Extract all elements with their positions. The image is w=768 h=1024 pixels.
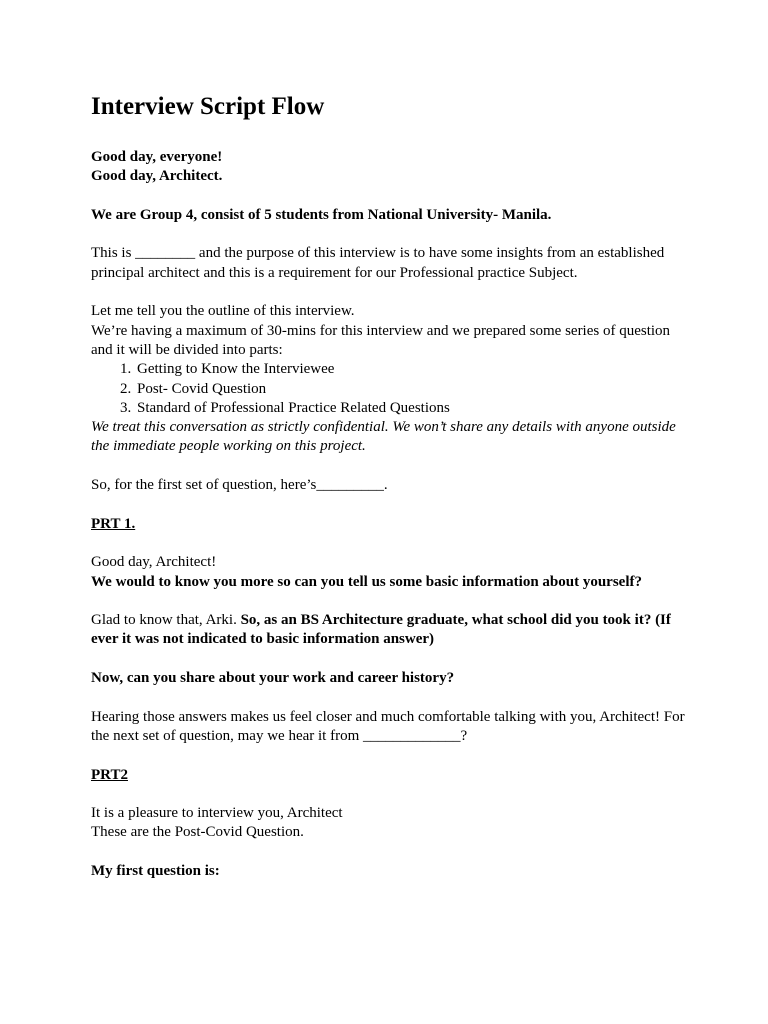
outline-intro: Let me tell you the outline of this interview. — [91, 303, 355, 320]
part1-question-career: Now, can you share about your work and career history? — [91, 670, 455, 687]
list-item: 2. Post- Covid Question — [135, 380, 691, 399]
first-set-line: So, for the first set of question, here’s_________. — [91, 477, 388, 494]
part2-pleasure: It is a pleasure to interview you, Architect — [91, 805, 343, 822]
outline-detail: We’re having a maximum of 30-mins for this interview and we prepared some series of question and it will be divided into parts: — [91, 322, 671, 358]
document-page — [91, 92, 691, 881]
part1-heading: PRT 1. — [91, 515, 136, 532]
purpose-paragraph: This is ________ and the purpose of this interview is to have some insights from an established principal architect and this is a requirement for our Professional practice Subject. — [91, 245, 665, 281]
greeting-architect: Good day, Architect. — [91, 168, 223, 185]
part2-intro: These are the Post-Covid Question. — [91, 824, 304, 841]
part1-question-basic-info: We would to know you more so can you tell us some basic information about yourself? — [91, 573, 643, 590]
document-title: Interview Script Flow — [91, 93, 325, 120]
greeting-everyone: Good day, everyone! — [91, 149, 223, 165]
part1-question-school — [91, 611, 691, 650]
school-question: So, as an BS Architecture graduate, what school did you took it? (If ever it was not indicated to basic information answer) — [91, 612, 671, 648]
part1-transition: Hearing those answers makes us feel closer and much comfortable talking with you, Architect! For the next set of question, may we hear it from _____________? — [91, 708, 685, 744]
glad-text: Glad to know that, Arki. — [91, 612, 241, 629]
part1-greeting: Good day, Architect! — [91, 554, 217, 571]
list-item: 1. Getting to Know the Interviewee — [135, 360, 691, 379]
confidentiality-note: We treat this conversation as strictly confidential. We won’t share any details with anyone outside the immediate people working on this project. — [91, 419, 676, 455]
parts-list — [91, 360, 691, 418]
part2-heading: PRT2 — [91, 766, 128, 783]
list-item: 3. Standard of Professional Practice Related Questions — [135, 399, 691, 418]
part2-first-question: My first question is: — [91, 862, 220, 879]
group-intro: We are Group 4, consist of 5 students from National University- Manila. — [91, 206, 552, 223]
